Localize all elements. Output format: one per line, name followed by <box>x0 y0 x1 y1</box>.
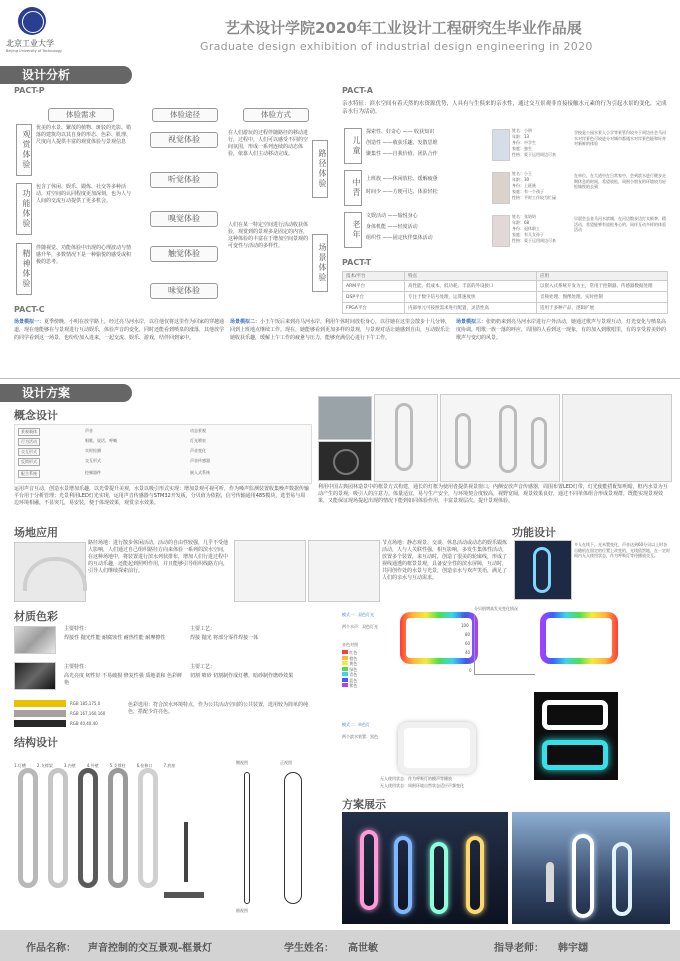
color-swatch-black <box>14 720 66 727</box>
material-heading: 材质色彩 <box>14 610 58 623</box>
lit-frame <box>466 836 484 914</box>
flow-mid-3: 交互形式 <box>85 458 101 463</box>
legend-label: 紫色 <box>349 683 358 688</box>
flow-mid-2: 实时检测 <box>85 448 101 453</box>
part-label: 4.外壁 <box>86 763 99 768</box>
header <box>0 0 680 60</box>
way-visual: 视觉体验 <box>150 132 218 148</box>
part-label: 2.支撑架 <box>36 763 53 768</box>
chart-tick: 120 <box>461 614 469 619</box>
site-node-text: 节点场地：静态观景、交谈、休息活动或动态的娱乐锻炼活动，人与人关联性强，相互影响，多发生集体性活动，放置多个装置，来互动时，创造了很美的轮廓线，形成了视线通透的框景景观，具备安全性的滨水屏障，互动时，共同创作处的水景与光景，创造亲水与欢声笑语，满足了人们的亲水与互动需求。 <box>382 540 508 581</box>
teacher-label: 指导老师： <box>494 943 544 954</box>
section-banner-analysis: 设计分析 <box>0 66 132 84</box>
view-label-front: 正视图 <box>280 760 292 765</box>
structure-exploded <box>14 762 214 918</box>
lit-frame <box>612 842 632 916</box>
material-1-proc: 焊接 抛光 将部分零件焊接一体 <box>190 635 259 641</box>
persona-youth-line-5: 性格：平时工作较为忙碌 <box>512 195 556 200</box>
flow-right-2: 声音变化 <box>190 448 206 453</box>
group-child-line-1: 探索性、好奇心 —— 收获知识 <box>366 129 435 135</box>
group-tag-elder: 老年 <box>344 212 362 248</box>
table-row <box>343 292 668 303</box>
mode-text-scene: 人们在某一特定空间进行活动收获体验，观赏到的景观多是固定的内容，这种体验的丰富在于增加空间景观的可变性与活动的多样性。 <box>228 222 309 249</box>
part-frame-5 <box>138 768 158 888</box>
tech-cell: 专注于数字信号处理，运算速度快 <box>405 292 537 303</box>
need-tag-function: 功能体验 <box>16 183 32 235</box>
university-logo <box>18 7 46 35</box>
support-post <box>184 822 188 882</box>
persona-card-elder <box>492 213 670 251</box>
logo-inner-ring <box>22 11 44 33</box>
color-swatch-gray <box>14 710 66 717</box>
col-title-needs: 体验需求 <box>48 108 114 122</box>
persona-elder-line-3: 身份：退休职工 <box>512 226 540 231</box>
student-name: 高世敏 <box>348 943 378 954</box>
structure-drawing-side <box>230 760 270 916</box>
persona-youth-line-1: 姓名：小王 <box>512 171 532 176</box>
sketch-frame <box>455 413 471 469</box>
material-1-props: 焊接性 抛光性能 耐腐蚀性 耐热性能 耐摩擦性 <box>64 635 166 641</box>
exhibition-title-en: Graduate design exhibition of industrial design engineering in 2020 <box>200 40 593 53</box>
group-tag-child: 儿童 <box>344 128 362 164</box>
material-2-title: 主要特性： <box>64 664 90 670</box>
material-1-title: 主要特性： <box>64 626 90 632</box>
flow-right-0: 动态景观 <box>190 428 206 433</box>
legend-swatch <box>342 672 348 676</box>
mode-tag-path: 路径体验 <box>312 140 328 198</box>
flow-right-3: 声音传感器 <box>190 458 210 463</box>
legend-swatch <box>342 678 348 682</box>
tech-table-header <box>343 272 668 281</box>
persona-photo-child <box>492 129 510 161</box>
rainbow-frame-2 <box>540 612 618 664</box>
flow-left-1: 行为活动 <box>18 438 40 446</box>
legend-swatch <box>342 661 348 665</box>
teacher-name: 韩宇翃 <box>558 943 588 954</box>
function-legend <box>342 650 392 689</box>
lit-frame <box>360 830 378 910</box>
work-name: 声音控制的交互景观-框景灯 <box>88 943 213 954</box>
chart-tick: 100 <box>461 623 469 628</box>
exhibition-title-cn: 艺术设计学院2020年工业设计工程研究生毕业作品展 <box>225 19 582 37</box>
persona-photo-youth <box>492 172 510 204</box>
scene-1-title: 场景模拟一： <box>14 319 45 325</box>
function-legend-title: 音色对照 <box>342 642 358 647</box>
need-tag-visual: 观赏体验 <box>16 124 32 176</box>
persona-elder-line-5: 性格：爱于运用周边可来 <box>512 238 556 243</box>
structure-heading: 结构设计 <box>14 736 58 749</box>
site-path-text: 路径场地：进行散步休闲活动，活动的自由性较强，几乎不受他人影响，人们通过自己组织路径方向来体验一系列的滨水空间，在这种场地中，将装置进行滨水列状排布，增加人们行进过程中的互动乐趣，还能起到照明作用，并且能够引导组织线路方向，引导人们继续探索前行。 <box>88 540 229 574</box>
scene-1 <box>14 318 228 342</box>
concept-flowchart <box>14 424 312 484</box>
legend-label: 绿色 <box>349 666 358 672</box>
tech-th-feature: 特点 <box>405 272 537 281</box>
legend-swatch <box>342 667 348 671</box>
chart-tick: 20 <box>465 659 471 664</box>
site-path-render <box>14 542 86 602</box>
chart-tick: 0 <box>469 668 472 673</box>
function-mode-2-label: 模式二：单色灯 <box>342 722 370 727</box>
view-label-side: 侧视图 <box>236 760 248 765</box>
group-youth-line-2: 时间少 ——方便可达、体验轻松 <box>366 189 438 195</box>
tech-cell: ARM平台 <box>343 281 405 292</box>
tech-cell: 高性能、低成本、低功耗、丰富的外设接口 <box>405 281 537 292</box>
part-label: 1.灯槽 <box>14 763 26 768</box>
site-path-plan <box>234 540 306 602</box>
lit-frame <box>394 836 412 914</box>
pact-a-label: PACT-A <box>342 86 373 95</box>
need-tag-spirit: 精神体验 <box>16 243 32 295</box>
function-note-1: 无人使用状态：作为呼吸灯的模声等播放 <box>380 776 452 781</box>
group-tag-youth: 中青 <box>344 170 362 206</box>
rainbow-frame-1 <box>400 612 478 664</box>
material-1-proc-title: 主要工艺： <box>190 626 216 632</box>
flow-mid-0: 声音 <box>85 428 93 433</box>
tech-cell: FPGA平台 <box>343 303 405 314</box>
concept-sketch-1 <box>374 394 438 482</box>
part-frame-1 <box>18 768 38 888</box>
tech-cell: 以嵌入式系统开发为主，常用于控制器、传感器数据处理 <box>537 281 668 292</box>
sensor-circle <box>333 449 359 475</box>
function-note-2: 无人使用状态：周围环境自然状态适应声频变化 <box>380 783 464 788</box>
dark-frame-panel <box>534 692 618 780</box>
flow-right-1: 灯光喷泉 <box>190 438 206 443</box>
function-mode-2-note: 两个滨水装置：黑色 <box>342 734 378 739</box>
concept-sketch-3 <box>562 394 672 482</box>
scene-3-text: 张奶奶来到亮马河水岸进行户外活动，她通过歌声与景观互动，灯光变化与喷泉高度协调，唱歌一族一落的呼应，周围的人看到这一现象，有的加入到歌唱里，有的享受着美妙的歌声与变幻的风景。 <box>456 319 667 341</box>
structure-drawing-front <box>270 760 320 916</box>
table-row <box>343 303 668 314</box>
part-label: 3.内壁 <box>63 763 76 768</box>
persona-card-youth <box>492 170 670 208</box>
pact-p-label: PACT-P <box>14 86 45 95</box>
lit-frame <box>533 547 551 593</box>
work-label: 作品名称： <box>26 943 76 954</box>
view-label-top: 俯视图 <box>236 908 248 913</box>
need-text-visual: 优美的水景、繁茂的植物、斑驳的光影、错落的建筑均以其自身的形态、色彩、肌理、尺度向人提供丰富的观赏体验与景观信息 <box>36 125 132 145</box>
chart-tick: 80 <box>465 632 471 637</box>
pact-c-label: PACT-C <box>14 305 45 314</box>
scene-3-title: 场景模拟三： <box>456 319 487 325</box>
scene-2 <box>230 318 452 342</box>
scene-1-text: 夏季傍晚，小明在放学路上，经过亮马河水岸，以往他仅将这里作为回家的穿越通道，现在他能够在与景观进行互动娱乐，体验声音的变化，同时还能看到喷泉的涨落，其他放学的同学看到这一场景，也纷纷加入进来，一起交流、娱乐、游戏，结伴回到家中。 <box>14 319 225 341</box>
concept-heading: 概念设计 <box>14 409 58 422</box>
color-code-yellow: RGB 185,175,0 <box>70 701 101 706</box>
visitor-figure <box>546 862 554 902</box>
legend-swatch <box>342 656 348 660</box>
mode-text-path: 在人们游玩的过程伴随路径的移动进行，过程中，人们可以感受不同的空间氛围，形成一系列连续的动态体验，依靠人们主动移动完成。 <box>228 130 309 157</box>
concept-sketch-2 <box>440 394 560 482</box>
way-smell: 嗅觉体验 <box>150 211 218 227</box>
part-label: 5.支撑柱 <box>109 763 126 768</box>
material-2-proc-title: 主要工艺： <box>190 664 216 670</box>
group-child-line-3: 聚集性 ——自我价值、团队合作 <box>366 151 438 157</box>
part-frame-2 <box>48 768 68 888</box>
persona-child-line-4: 家庭：独生 <box>512 146 532 151</box>
showcase-heading: 方案展示 <box>342 798 386 811</box>
color-note: 色彩选用：符合滨水环境特点，作为公共活动空间的公共装置，选用较为简单的纯色，搭配少许亮色。 <box>128 702 309 715</box>
group-youth-line-1: 上班族 ——休闲放松、缓解疲惫 <box>366 176 438 182</box>
persona-child-line-2: 年龄：13 <box>512 134 530 139</box>
showcase-render-1 <box>342 812 508 924</box>
cyan-frame <box>542 700 608 730</box>
pact-t-label: PACT-T <box>342 258 372 267</box>
col-title-modes: 体验方式 <box>243 108 309 122</box>
sketch-frame <box>531 417 547 469</box>
legend-label: 红色 <box>349 650 358 655</box>
chart-tick: 60 <box>465 641 471 646</box>
color-code-gray: RGB 167,160,160 <box>70 711 106 716</box>
legend-swatch <box>342 683 348 687</box>
side-outline <box>244 772 250 904</box>
function-mode-1-label: 模式一：双色灯光 <box>342 612 374 617</box>
cyan-frame <box>542 740 608 770</box>
table-row <box>343 281 668 292</box>
tech-cell: 内部单元可按照需求进行配置，灵活性高 <box>405 303 537 314</box>
flow-mid-1: 唱歌、说话、呼喊 <box>85 438 117 443</box>
persona-elder-line-1: 姓名：张奶奶 <box>512 214 536 219</box>
concept-right-description: 利用中国古典园林造景中的框景方式构建，通长的灯框为使用者提供视景窗口，内侧安放声音传感器，周围布置LED灯带，灯光使能搭配如明暗，框内水景为互动产生的景观，吸引人的注意力。体量适宜，易与生产安全，与环境契合度较高，视野宽阔，观景效果良好，通过不同单体组合形成景观群，既能实现景观效果，又能保证现场提起出现的情况下能到如同体验作用，丰富景观层次。提升景观体验。 <box>318 484 668 504</box>
persona-card-child <box>492 127 670 165</box>
need-text-spirit: 伴随视觉、功能体验中出现的心理波动与情感升华，多数情况下是一种愉悦的感受或积极的思考。 <box>36 245 132 265</box>
divider-line <box>0 378 680 379</box>
school-name-cn: 北京工业大学 <box>6 39 54 48</box>
persona-youth-line-3: 身份：上班族 <box>512 183 536 188</box>
flow-mid-4: 控制器件 <box>85 470 101 475</box>
sketch-frame <box>499 405 517 473</box>
base-plate <box>164 892 204 898</box>
persona-elder-line-4: 家庭：有儿女孙子 <box>512 232 544 237</box>
function-side-note: 多人在线下，光米置变化，声音达到60分贝以上时各自随机在固定的位置上改变的，光线依然地，在一定时间内无人使用状态，作为呼吸灯等待播放交互。 <box>574 542 670 558</box>
material-2-proc: 切割 喷砂 切割制作成灯槽，暗砂制作磨砂效果 <box>190 673 294 679</box>
legend-label: 黄色 <box>349 661 358 666</box>
function-chart-title: 分贝值增高发光变化情况 <box>474 606 518 611</box>
col-title-ways: 体验途径 <box>152 108 218 122</box>
lit-frame <box>430 842 448 914</box>
school-name-en: Beijing University of Technology <box>6 49 62 53</box>
flow-left-3: 反馈形式 <box>18 458 40 466</box>
part-label: 7.底座 <box>163 763 176 768</box>
mode-tag-scene: 场景体验 <box>312 234 328 292</box>
persona-photo-elder <box>492 215 510 247</box>
persona-child-line-5: 性格：爱于运用周边可来 <box>512 152 556 157</box>
part-frame-3 <box>78 768 98 888</box>
flow-left-2: 交互形式 <box>18 448 40 456</box>
sketch-frame <box>395 403 413 471</box>
persona-elder-note: 早晨会去金马河水滨城，在河边散步边打太极拳，精活动，希望能够有放松身心的，同伴互动多样的体验活动 <box>574 216 666 232</box>
legend-label: 青色 <box>349 672 358 677</box>
concept-description: 运用声音互动，创造水景增加乐趣，以光带提升美观，水景以吸引形式实现：增加景观可视可听，作为嗓声监测装置收集噪声数据传输平台用于分析管理；光景利用LED灯光实现，运用声音传感器与STM32开发板，分贝值为依据，信号传输通用485模块，选型易与周边环境相融，不显突兀，易安装，便于体现效果，观赏亲水效果。 <box>14 486 310 506</box>
persona-youth-line-4: 家庭：有一个孩子 <box>512 189 544 194</box>
concept-photo-2 <box>318 441 372 481</box>
function-mode-1-note: 两个水声：双色灯光 <box>342 624 378 629</box>
section-banner-plan: 设计方案 <box>0 384 132 402</box>
student-label: 学生姓名： <box>284 943 334 954</box>
legend-swatch <box>342 650 348 654</box>
persona-child-line-3: 身份：中学生 <box>512 140 536 145</box>
persona-youth-note: 在单位，在大道中在日常家中，会到滨水进行健步走期休息的时间，希望放松，周围小朋友的环境较为轻松愉悦的去到 <box>574 173 666 189</box>
scene-2-text: 小王午饭后来到亮马河水岸，利用午休时间放松身心，以往她在这里会散步十几分钟，回到上班地点继续工作。现在，她能够看到更加多样的景观，与景观对话让她感到自由，互动娱乐让她收获乐趣，缓解上午工作的疲惫与压力，能够充满信心进行下午工作。 <box>230 319 451 341</box>
tech-cell: DSP平台 <box>343 292 405 303</box>
color-code-black: RGB 40,40,40 <box>70 721 98 726</box>
showcase-render-2 <box>512 812 670 924</box>
flow-left-0: 景观载体 <box>18 428 40 436</box>
persona-child-line-1: 姓名：小明 <box>512 128 532 133</box>
tech-table <box>342 271 668 314</box>
footer-bar <box>0 930 680 961</box>
concept-photo-1 <box>318 396 372 440</box>
need-text-function: 包含了休闲、娱乐、锻炼、社交等多种活动，对空间的认同程度更加深刻，也为人与人间的交流互动提供了更多机会。 <box>36 184 132 204</box>
function-render <box>514 540 572 600</box>
flow-left-4: 配合系统 <box>18 470 40 478</box>
tech-th-app: 应用 <box>537 272 668 281</box>
group-elder-line-1: 文娱活动 ——愉悦身心 <box>366 213 418 219</box>
material-steel-swatch <box>14 626 56 654</box>
way-touch: 触觉体验 <box>150 246 218 262</box>
scene-2-title: 场景模拟二： <box>230 319 261 325</box>
part-label: 6.检修口 <box>136 763 153 768</box>
scene-3 <box>456 318 670 342</box>
chart-tick: 40 <box>465 650 471 655</box>
persona-elder-line-2: 年龄：68 <box>512 220 530 225</box>
legend-label: 橙色 <box>349 655 358 661</box>
tech-cell: 适用于多种产品，逻辑扩展 <box>537 303 668 314</box>
path-curve <box>23 557 87 591</box>
tech-th-platform: 技术/平台 <box>343 272 405 281</box>
way-hearing: 听觉体验 <box>150 172 218 188</box>
function-chart <box>461 614 535 675</box>
part-frame-4 <box>108 768 128 888</box>
site-heading: 场地应用 <box>14 526 58 539</box>
flow-right-4: 嵌入式系统 <box>190 470 210 475</box>
persona-youth-line-2: 年龄：30 <box>512 177 530 182</box>
persona-child-note: 学校是公园水景入小学等景管份较多于周边社会马河水对岸景色可较进分对城市都遇水对岸景色能和好奇对新鲜的体验 <box>574 130 666 146</box>
white-frame <box>398 722 476 774</box>
site-node-plan <box>308 540 380 602</box>
way-taste: 味觉体验 <box>150 283 218 299</box>
group-elder-line-3: 组织性 ——固定伙伴集体活动 <box>366 235 433 241</box>
lit-frame <box>572 834 594 918</box>
color-swatch-yellow <box>14 700 66 707</box>
material-acrylic-swatch <box>14 662 56 690</box>
group-child-line-2: 创造性 ——收获乐趣、发散思维 <box>366 140 438 146</box>
function-heading: 功能设计 <box>512 526 556 539</box>
legend-item <box>342 683 392 689</box>
pact-a-intro: 亲水特征：滨水空间有着天然的水资源优势，人具有与生俱来的亲水性，通过交互景观非直接接触水元素的行为引起水景的变化，完成亲水行为活动。 <box>342 101 667 115</box>
tech-cell: 音频处理、图像处理、实时控制 <box>537 292 668 303</box>
material-2-props: 高光亮度 韧性好 不易破损 修复性强 质地柔和 色彩鲜艳 <box>64 673 182 686</box>
front-outline <box>284 772 302 904</box>
legend-label: 蓝色 <box>349 677 358 683</box>
group-elder-line-2: 身体机能 ——轻度活动 <box>366 224 418 230</box>
